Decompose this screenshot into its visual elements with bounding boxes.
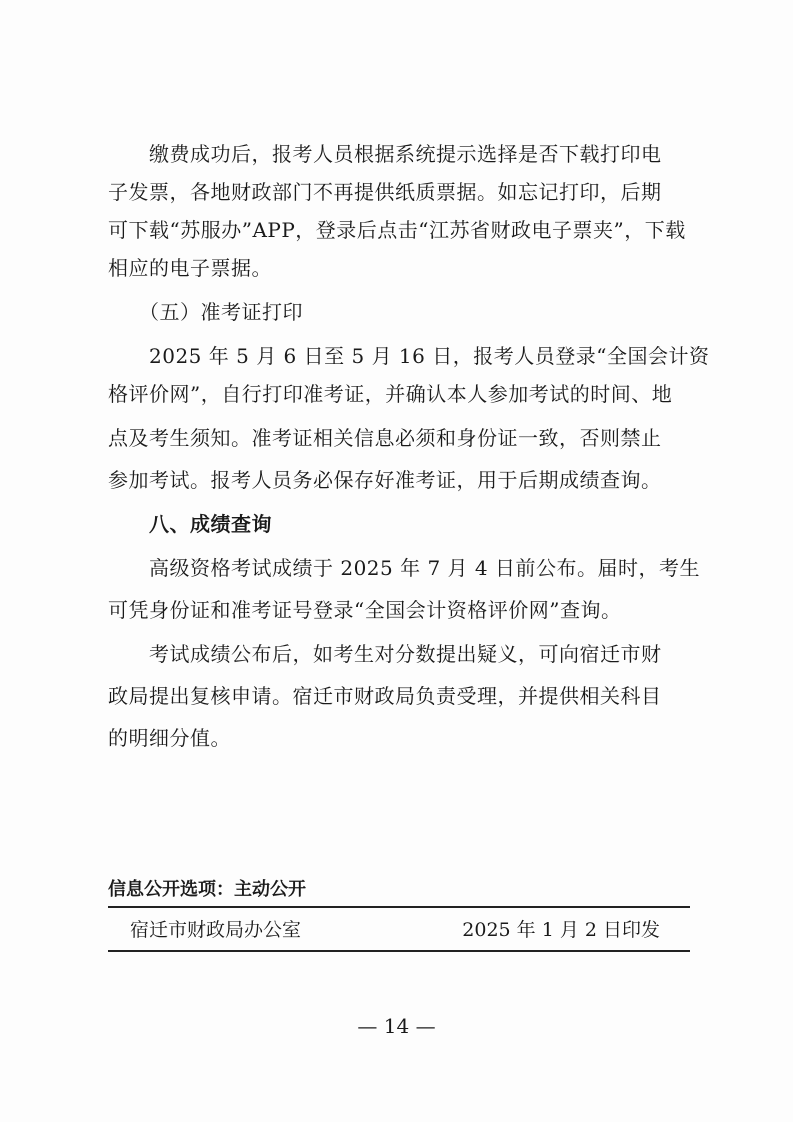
- page-number: — 14 —: [357, 1014, 436, 1038]
- paragraph-line: 子发票，各地财政部门不再提供纸质票据。如忘记打印，后期: [108, 180, 662, 204]
- issuing-office: 宿迁市财政局办公室: [130, 919, 302, 941]
- paragraph-line: 可下载“苏服办”APP，登录后点击“江苏省财政电子票夹”，下载: [108, 218, 686, 242]
- paragraph-line: 参加考试。报考人员务必保存好准考证，用于后期成绩查询。: [108, 468, 662, 492]
- footer-top-rule: [108, 906, 690, 908]
- paragraph-line: 2025 年 5 月 6 日至 5 月 16 日，报考人员登录“全国会计资: [108, 344, 710, 368]
- paragraph-line: 缴费成功后，报考人员根据系统提示选择是否下载打印电: [108, 142, 662, 166]
- issue-date: 2025 年 1 月 2 日印发: [462, 919, 660, 941]
- disclosure-label: 信息公开选项：主动公开: [108, 879, 306, 900]
- paragraph-line: 考试成绩公布后，如考生对分数提出疑义，可向宿迁市财: [108, 642, 662, 666]
- paragraph-line: 政局提出复核申请。宿迁市财政局负责受理，并提供相关科目: [108, 684, 662, 708]
- paragraph-line: 可凭身份证和准考证号登录“全国会计资格评价网”查询。: [108, 598, 622, 622]
- section-heading: 八、成绩查询: [108, 512, 272, 536]
- paragraph-line: 高级资格考试成绩于 2025 年 7 月 4 日前公布。届时，考生: [108, 556, 700, 580]
- paragraph-line: 格评价网”，自行打印准考证，并确认本人参加考试的时间、地: [108, 382, 673, 406]
- paragraph-line: 点及考生须知。准考证相关信息必须和身份证一致，否则禁止: [108, 426, 662, 450]
- footer-bottom-rule: [108, 950, 690, 952]
- paragraph-line: 的明细分值。: [108, 726, 231, 750]
- issuer-row: [108, 912, 690, 948]
- subsection-heading: （五）准考证打印: [108, 300, 303, 324]
- paragraph-line: 相应的电子票据。: [108, 256, 272, 280]
